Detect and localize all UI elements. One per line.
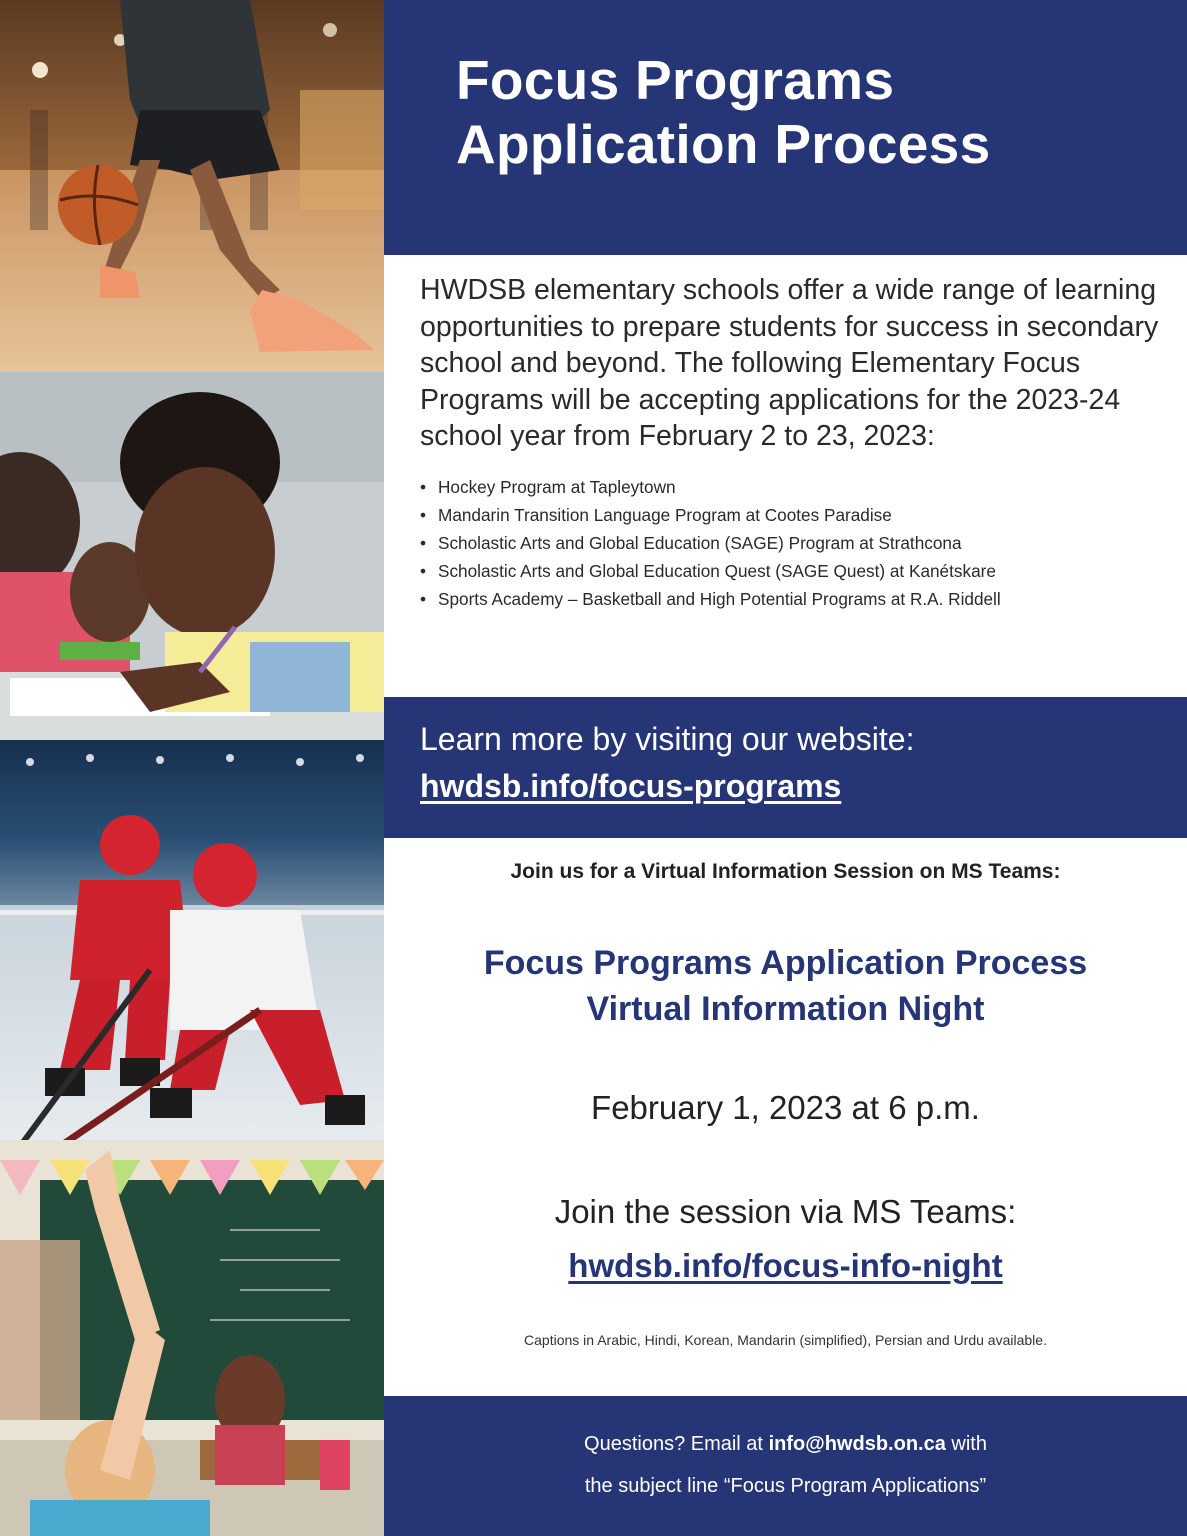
event-date: February 1, 2023 at 6 p.m.	[591, 1089, 980, 1126]
list-item: • Scholastic Arts and Global Education (SAGE) Program at Strathcona	[420, 532, 962, 553]
program-list	[420, 473, 1160, 613]
hockey-photo	[0, 740, 384, 1140]
website-lead: Learn more by visiting our website:	[420, 721, 915, 757]
list-item: • Mandarin Transition Language Program at Cootes Paradise	[420, 504, 892, 525]
list-item: • Hockey Program at Tapleytown	[420, 476, 676, 497]
raised-hand-photo	[0, 1140, 384, 1536]
list-item: • Sports Academy – Basketball and High Potential Programs at R.A. Riddell	[420, 588, 1001, 609]
teams-lead: Join the session via MS Teams:	[554, 1193, 1017, 1230]
girl-writing-photo	[0, 372, 384, 740]
footer-banner	[384, 1396, 1187, 1536]
footer-subject-line: the subject line “Focus Program Applications”	[584, 1475, 987, 1497]
page-title	[456, 48, 990, 176]
intro-paragraph: HWDSB elementary schools offer a wide range of learning opportunities to prepare students for success in secondary school and beyond. The following Elementary Focus Programs will be accepting applications for the 2023-24 school year from February 2 to 23, 2023:	[420, 274, 1159, 452]
content-column	[384, 0, 1187, 1536]
contact-email-link[interactable]: info@hwdsb.on.ca	[768, 1433, 946, 1455]
photo-column	[0, 0, 384, 1536]
session-heading: Join us for a Virtual Information Session on MS Teams:	[510, 860, 1061, 883]
focus-info-night-link[interactable]: hwdsb.info/focus-info-night	[568, 1247, 1003, 1284]
website-banner	[384, 697, 1187, 838]
footer-questions-line: Questions? Email at info@hwdsb.on.ca with	[584, 1433, 987, 1455]
intro-section	[420, 272, 1160, 613]
basketball-photo	[0, 0, 384, 372]
title-line-2: Application Process	[456, 113, 991, 175]
title-banner	[384, 0, 1187, 255]
focus-programs-link[interactable]: hwdsb.info/focus-programs	[420, 768, 842, 804]
captions-note: Captions in Arabic, Hindi, Korean, Mandarin (simplified), Persian and Urdu available.	[524, 1332, 1047, 1348]
event-title-line-1: Focus Programs Application Process	[483, 944, 1088, 982]
event-title	[384, 940, 1187, 1032]
event-title-line-2: Virtual Information Night	[586, 990, 985, 1028]
list-item: • Scholastic Arts and Global Education Quest (SAGE Quest) at Kanétskare	[420, 560, 996, 581]
title-line-1: Focus Programs	[456, 49, 895, 111]
